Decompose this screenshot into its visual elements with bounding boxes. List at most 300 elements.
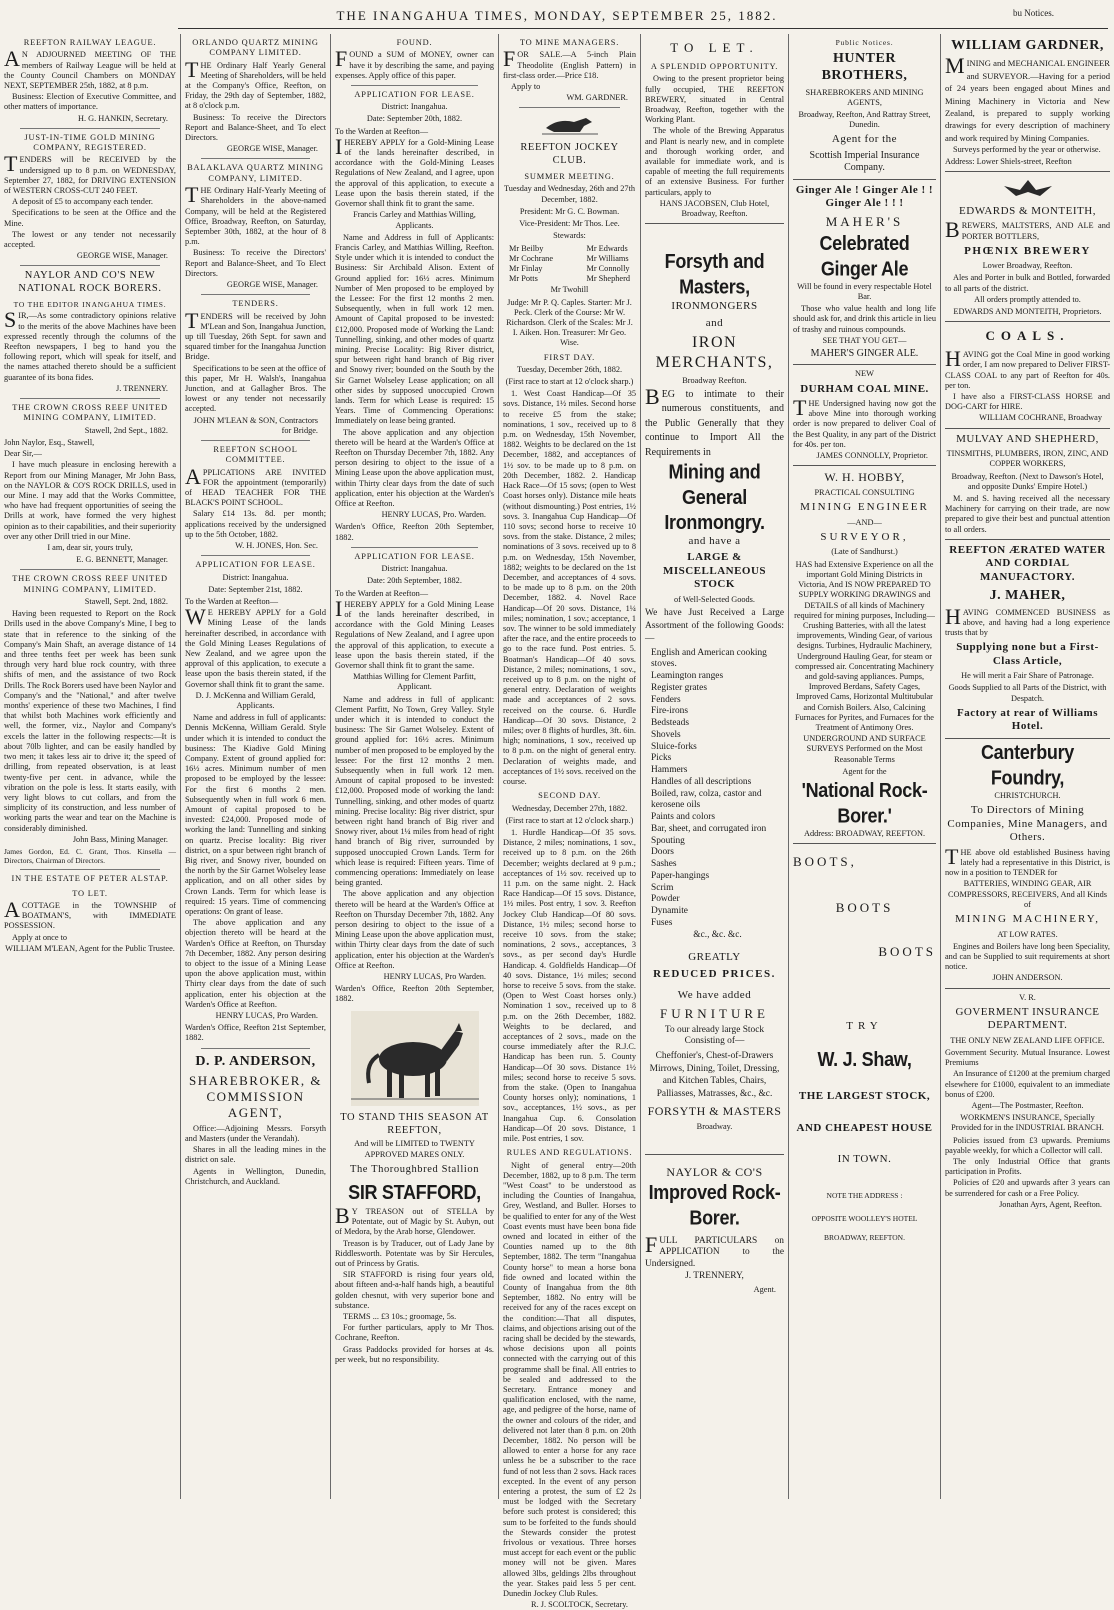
hb-company: Scottish Imperial Insurance Company. [809,149,920,174]
boots-3: BOOTS [878,944,936,960]
lease2-date: Date: 20th September, 1882. [367,576,462,586]
fm-greatly: GREATLY [688,951,741,964]
em-body: BREWERS, MALTSTERS, AND ALE and PORTER BOTTLERS, [945,217,1110,243]
divider [20,265,160,266]
coal-new: NEW [855,369,874,379]
fm-stock: To our already large Stock Consisting of— [664,1024,765,1047]
anderson-office: Office:—Adjoining Messrs. Forsyth and Masters (under the Verandah). [185,1123,326,1144]
lease2-office: Warden's Office, Reefton 20th September, 1882. [335,984,494,1004]
fm-signature: FORSYTH & MASTERS [647,1103,782,1118]
goods-item: Paints and colors [651,812,716,823]
steward-bottom: Mr Twohill [550,285,589,295]
cf-to: To Directors of Mining Companies, Mine Managers, and Others. [947,804,1108,844]
cf-sub: CHRISTCHURCH. [994,791,1061,801]
goods-item: Fire-irons [651,706,688,717]
coal-body: THE Undersigned having now got the above Mine into thorough working order is now prepared to deliver Coal of the Best Quality, in any part of the District for 40s. per ton. [793,395,936,449]
fm-iron: IRONMONGERS [671,300,758,313]
cf-body: THE above old established Business having lately had a representative in this District, is now in a position to TENDER for [945,843,1110,878]
fm-and: and [705,316,724,329]
jit-deposit: A deposit of £5 to accompany each tender. [12,197,154,207]
league-body: AN ADJOURNED MEETING OF THE members of Railway League will be held at the County Council Chambers on MONDAY NEXT, SEPTEMBER 25th, 1882, at 8 p.m. [4,46,176,90]
em-ales: Ales and Porter in bulk and Bottled, forwarded to all parts of the district. [945,273,1110,293]
try: TRY [846,1020,883,1033]
club-officials: Judge: Mr P. Q. Caples. Starter: Mr J. Peck. Clerk of the Course: Mr W. Richardson. Clerk of the Scales: Mr J. I. Aiken. Hon. Treasurer: Mr Geo. Wise. [506,297,633,348]
celebrated-ginger-ale: Celebrated Ginger Ale [819,231,910,280]
divider [945,539,1110,540]
ms-body: M. and S. having received all the necessary Machinery for carrying on their trade, are now prepared to give their best and punctual attention to all orders. [945,493,1110,534]
hobby-and: —AND— [847,517,882,527]
jit-body: TENDERS will be RECEIVED by the undersigned up to 8 p.m. on WEDNESDAY, September 27, 1882, for DRIVING EXTENSION of WESTERN CROSS-CUT 240 FEET. [4,151,176,196]
cf-heading: Canterbury Foundry, [980,740,1075,790]
managers-signature: WM. GARDNER. [566,93,628,103]
crown2-heading: THE CROWN CROSS REEF UNITED MINING COMPANY, LIMITED. [12,574,168,594]
orlando-body: THE Ordinary Half Yearly General Meeting of Shareholders, will be held at the Company's Office, Reefton, on Friday, the 29th day of September, 1882, at 8 o'clock p.m. [185,56,326,111]
divider [201,294,310,295]
hobby-surveyor: SURVEYOR, [820,530,909,543]
tenders-heading: TENDERS. [232,299,279,309]
lease2-district: District: Inangahua. [381,564,448,574]
fm-furniture: FURNITURE [660,1005,769,1021]
day2-date: Wednesday, December 27th, 1882. [511,803,628,813]
gov-security: Government Security. Mutual Insurance. Lowest Premiums [945,1048,1110,1068]
maher-body: HAVING COMMENCED BUSINESS as above, and having had a long experience trusts that by [945,603,1110,637]
fm-signature-2: Broadway. [696,1121,733,1131]
divider [645,1154,784,1155]
crown1-to: John Naylor, Esq., Stawell, [4,437,95,447]
fm-have: and have a [688,534,741,547]
hobby-late: (Late of Sandhurst.) [831,547,898,557]
lease1-body: IHEREBY APPLY for a Gold-Mining Lease of the lands hereinafter described, in accordance with the Gold-Mining Leases Regulations of New Zealand, and I agree, upon the approval of this application, to execute a Lease upon the basis therein stated, if the Governor shall think fit to grant the same. [335,133,494,209]
divider [793,465,936,466]
club-stewards-heading: Stewards: [553,231,586,241]
let-sub: A SPLENDID OPPORTUNITY. [650,61,779,71]
goods-item: Hammers [651,765,688,776]
lease-heading: APPLICATION FOR LEASE. [195,560,316,570]
maher-merit: He will merit a Fair Share of Patronage. [961,671,1094,681]
boots-2: BOOTS [835,900,894,916]
crown2-directors: James Gordon, Ed. C. Grant, Thos. Kinsella — Directors, Chairman of Directors. [4,846,176,866]
league-heading: REEFTON RAILWAY LEAGUE. [23,38,157,47]
day2-races: 1. Hurdle Handicap—Of 35 sovs. Distance, 2 miles; nominations, 1 sov., received up to 8 p.m. on the 26th December; weights declared at 9 p.m.; acceptances of 1½ sov. received up to 11 p.m. on the same night. 2. Hack Race Handicap—Of 15 sovs. Distance, 1½ miles. Post entry, 1 sov. 3. Reefton Jockey Club Handicap—Of 80 sovs. Distance, 1½ miles; second horse to receive 10 sovs. from the stake; nominations, 2 sovs., acceptances, 3 sovs., as per second day's Hurdle Handicap. 4. Goldfields Handicap—Of 40 sovs. Distance, 1½ miles; second horse to receive 5 sovs. from the stake. (Open to West Coast horses only.) Nomination 1 sov., received up to 8 p.m. on the 26th December, 1882. Weights to be declared, and acceptances of 2 sovs., made on the course immediately after the R.J.C. Handicap has been run. 5. County Handicap—Of 30 sovs. Distance 1½ miles; second horse to receive 5 sovs. from the stake. (Open to Inangahua County horses only); nominations, 1 sov., acceptances, 1½ sovs., as per Inangahua Cup. 6. Consolation Handicap—Of 20 sovs. Distance, 1 mile. Post entries, 1 sov. [503,827,636,1144]
lease2-details: Name and address in full of applicant: Clement Parfitt, No Town, Grey Valley. Style under which it is intended to conduct the business: The Sir Garnet Wolseley. Extent of ground applied for: 16½ acres. Minimum number of men proposed to be employed by the lessee: For the first 12 months 2 men. Subsequently when in full work 12 men. Amount of capital proposed to be invested: £12,000. Proposed mode of working the land: Tunnelling, sinking, and other modes of quartz mining. Precise locality: Big river district, spur between right hand branch of Big river and Snowy river, about 1¼ miles from head of right hand branch of Big river, surrounded by supposed unoccupied Crown Lands. Term for which lease is required: Fifteen years. Time of commencing operations: Immediately on lease being granted. [335,694,494,888]
school-salary: Salary £14 13s. 8d. per month; applications received by the undersigned up to the 5th October, 1882. [185,509,326,539]
lease-details: Name and address in full of applicants: Dennis McKenna, William Gerald. Style under which it is intended to conduct the business: The Kiadive Gold Mining Company. Extent of ground applied for: 16½ acres. Minimum number of men proposed to be employed by the lessee: For the first 6 months 2 men. Subsequently when in full work 6 men. Amount of capital proposed to be invested: £24,000. Proposed mode of working the land: Tunnelling and sinking on quartz. Precise locality: Big river district, on a spur between right branch of Big river, and Snowy river, bounded on the north by the Sir Garnet Wolseley lease application, and on all other sides by Crown Lands. Term for which lease is required: 15 years. Time of commencing operations: On grant of lease. [185,713,326,917]
gov-agent: Agent—The Postmaster, Reefton. [971,1101,1084,1111]
club-sub: SUMMER MEETING. [524,172,615,182]
school-heading: REEFTON SCHOOL COMMITTEE. [213,444,298,465]
naylor-heading: NAYLOR AND CO'S NEW NATIONAL ROCK BORERS. [18,270,162,295]
stallion-heading: The Thoroughbred Stallion [349,1163,480,1175]
lease-date: Date: September 21st, 1882. [208,584,303,594]
stallion-name: SIR STAFFORD, [348,1180,481,1204]
goods-item: Spouting [651,835,685,846]
stallion-grass: Grass Paddocks provided for horses at 4s. per week, but no responsibility. [335,1344,494,1364]
balaklava-business: Business: To receive the Directors' Report and Balance-Sheet, and To Elect Directors. [185,248,326,278]
school-signature: W. H. JONES, Hon. Sec. [235,541,318,551]
divider [201,158,310,159]
day1-heading: FIRST DAY. [543,352,596,362]
cheapest-house: AND CHEAPEST HOUSE [796,1121,933,1134]
divider [645,223,784,224]
ginger-line: Ginger Ale ! Ginger Ale ! ! Ginger Ale ! ! ! [795,183,934,210]
hb-sub: SHAREBROKERS AND MINING AGENTS, [805,87,924,107]
lease-applicants: D. J. McKenna and William Gerald, Applicants. [195,690,316,710]
goods-item: English and American cooking stoves. [651,647,767,670]
lease1-signature: HENRY LUCAS, Pro. Warden. [381,510,486,520]
lease1-to: To the Warden at Reefton— [335,126,429,136]
stallion-apply: For further particulars, apply to Mr Thos. Cochrane, Reefton. [335,1323,494,1343]
divider [20,869,160,870]
goods-item: Scrim [651,882,674,893]
stallion-desc: SIR STAFFORD is rising four years old, about fifteen and-a-half hands high, a beautiful golden chesnut, with very superior bone and substance. [335,1270,494,1310]
lease2-applicants: Matthias Willing for Clement Parfitt, Applicant. [353,672,476,692]
hobby-agent: Agent for the [842,766,887,776]
gov-heading: GOVERMENT INSURANCE DEPARTMENT. [955,1005,1100,1032]
goods-item: Handles of all descriptions [651,776,752,787]
fm-goods: of Well-Selected Goods. [674,594,755,604]
masthead-title: THE INANGAHUA TIMES, MONDAY, SEPTEMBER 25, 1882. [336,8,778,23]
fm-broadway: Broadway Reefton. [682,375,747,385]
gov-profits: The only Industrial Office that grants participation in Profits. [945,1157,1110,1177]
steward: Mr Potts [509,274,538,284]
lease1-office: Warden's Office, Reefton 20th September, 1882. [335,522,494,542]
lease1-applicants: Francis Carley and Matthias Willing, Applicants. [353,210,476,230]
divider [20,569,160,570]
orlando-business: Business: To receive the Directors Report and Balance-Sheet, and To elect Directors. [185,112,326,143]
lease2-notice: The above application and any objection thereto will be heard at the Warden's Office at Reefton on Thursday December 7th, 1882. Any person desiring to object to the issue of a Mining Lease upon the above application must, within Thirty clear days from the date of such application, enter his objection at the Warden's Office at Reefton. [335,889,494,970]
bottom-address: BROADWAY, REEFTON. [824,1232,905,1242]
divider [793,364,936,365]
column-7 [940,34,1114,1499]
column-5 [640,34,788,1499]
racehorse-icon [540,112,600,138]
hb-address: Broadway, Reefton, And Rattray Street, Dunedin. [798,110,931,130]
coals-body: HAVING got the Coal Mine in good working order, I am now prepared to Deliver FIRST-CLASS COAL to any part of Reefton for 40s. per ton. [945,346,1110,390]
lease1-district: District: Inangahua. [381,102,448,112]
naylor2-heading: NAYLOR & CO'S [666,1164,763,1179]
gov-workmens: WORKMEN'S INSURANCE, Specially Provided for in the INDUSTRIAL BRANCH. [951,1113,1104,1133]
let-body: Owing to the present proprietor being fully occupied, THE REEFTON BREWERY, situated in Central Broadway, Reefton, together with the Working Plant. [645,74,784,125]
column-4 [498,34,640,1610]
ginger-get: MAHER'S GINGER ALE. [810,348,919,360]
steward: Mr Connolly [586,263,630,273]
fm-reduced: REDUCED PRICES. [653,967,776,980]
let-heading: TO LET. [670,40,759,55]
divider [351,547,478,548]
goods-item: Fenders [651,694,681,705]
estate-body: ACOTTAGE in the TOWNSHIP of BOATMAN'S, with IMMEDIATE POSSESSION. [4,897,176,931]
masthead-rule [178,28,1108,29]
found-heading: FOUND. [396,38,433,47]
anderson-shares: Shares in all the leading mines in the district on sale. [185,1145,326,1165]
day1-date: Tuesday, December 26th, 1882. [516,364,623,374]
jit-signature: GEORGE WISE, Manager. [76,251,168,261]
fm-furniture-list: Cheffonier's, Chest-of-Drawers Mirrows, Dining, Toilet, Dressing, and Kitchen Tables, Chairs, Palliasses, Matrasses, &c., &c. [649,1051,780,1100]
crown1-body: I have much pleasure in enclosing herewith a Report from our Mining Manager, Mr John Bass, on the NAYLOR & CO'S ROCK DRILLS, used in our Mine. I may add that the Works Committee, who have had frequent opportunities of seeing the Drills at work, have formed the very highest opinion as to their capabilities, and their superiority over any other Drill tried in our Mine. [4,460,176,541]
goods-item: Bar, sheet, and corrugated iron [651,823,767,834]
goods-item: Doors [651,847,674,858]
cf-batteries: BATTERIES, WINDING GEAR, AIR COMPRESSORS, RECEIVERS, And all Kinds of [947,879,1108,909]
maher-supply: Supplying none but a First-Class Article, [956,641,1099,667]
maher-heading: J. MAHER, [989,588,1066,604]
masthead [0,8,1114,24]
cf-engines: Engines and Boilers have long been Speciality, and can be Supplied to suit requirements at short notice. [945,941,1110,972]
day1-start: (First race to start at 12 o'clock sharp.) [505,377,634,387]
gov-body: An Insurance of £1200 at the premium charged elsewhere for £1000, equivalent to an immediate bonus of £200. [945,1069,1110,1099]
rules-signature: R. J. SCOLTOCK, Secretary. [531,1600,628,1610]
school-body: APPLICATIONS ARE INVITED FOR the appointment (temporarily) of HEAD TEACHER FOR THE BLACK'S POINT SCHOOL. [185,463,326,508]
lease2-heading: APPLICATION FOR LEASE. [354,551,475,561]
stewards-right [586,244,630,285]
goods-item: Sluice-forks [651,741,697,752]
club-title: REEFTON JOCKEY CLUB. [520,142,619,167]
gov-only: THE ONLY NEW ZEALAND LIFE OFFICE. [950,1035,1105,1045]
naylor2-sub: Improved Rock-Borer. [648,1181,781,1230]
estate-let: TO LET. [72,888,108,898]
let-body2: The whole of the Brewing Apparatus and Plant is nearly new, and in complete and thorough working order, and available for immediate work, and is capable of meeting the full requirements of an extensive Business. For further particulars, apply to [645,126,784,197]
gov-policies: Policies issued from £3 upwards. Premiums payable weekly, for which a Collector will call. [945,1135,1110,1155]
rules-body: Night of general entry—20th December, 1882, up to 8 p.m. The term "West Coast" to be understood as including the Counties of Inangahua, Grey, Westland, and Buller. Horses to be qualified to enter for any of the West Coast events must have been bona fide owned and located in either of the Counties named up to the 8th September, 1882. The term "Inangahua County horse" to mean a horse bona fide owned and located within the County of Inangahua from the 8th September, 1882. No entry will be received for any of the races except on the condition:—That all disputes, claims, and objections arising out of the racing shall be decided by the stewards, whose decisions upon all points connected with the carrying out of this programme shall be final. All entries to be sealed and addressed to the Secretary. Entrance money and qualification enclosed, with the name, age, and pedigree of the horse, name of the owner and colours of the rider, and delivered not later than 8 p.m. on 20th December, 1882. No person will be allowed to enter a horse for any race unless he be a subscriber to the race fund of not less than 2 sovs. Hack races excepted. In the event of any person entering a protest, the sum of £2 2s must be lodged with the Secretary before such protest is considered; this sum to be forfeited to the funds should the Stewards consider the protest frivolous or vexatious. Three horses must accept for each event or the public money will not be given. Mares allowed 3lbs, geldings 2lbs throughout the year. Stakes paid less 5 per cent. Dunedin Jockey Club Rules. [503,1160,636,1599]
anderson-sub: SHAREBROKER, & COMMISSION AGENT, [189,1072,322,1120]
stewards-left [509,244,553,285]
ginger-found: Will be found in every respectable Hotel Bar. [797,281,932,302]
naylor-body: SIR,—As some contradictory opinions relative to the merits of the above Machines have been expressed recently through the columns of the Reefton newspapers, I beg to hand you the following report, which will speak for itself, and the names attached thereto should be a sufficient guarantee of its bona fides. [4,307,176,382]
largest-stock: THE LARGEST STOCK, [798,1090,931,1102]
steward: Mr Edwards [586,243,628,253]
divider [945,321,1110,322]
goods-item: Sashes [651,859,677,870]
naylor2-agent: Agent. [753,1284,776,1294]
coals-heading: COALS. [985,328,1070,344]
lease-body: WE HEREBY APPLY for a Gold Mining Lease of the lands hereinafter described, in accordance with the Gold Mining Leases Regulations of New Zealand, and we agree upon the approval of this application, to execute a lease upon the basis therein stated, if the Governor shall think fit to grant the same. [185,604,326,689]
crown1-signature: E. G. BENNETT, Manager. [76,555,168,565]
hobby-rock-borer: 'National Rock-Borer.' [801,778,928,828]
stallion-body: BY TREASON out of STELLA by Potentate, out of Magic by St. Aubyn, out of Medora, by the Arab horse, Glendower. [335,1202,494,1237]
goods-item: Leamington ranges [651,671,724,682]
jit-spec: Specifications to be seen at the Office and the Mine. [4,208,176,228]
note-address: NOTE THE ADDRESS : [826,1190,903,1200]
lease2-signature: HENRY LUCAS, Pro Warden. [383,972,486,982]
divider [201,440,310,441]
lease1-notice: The above application and any objection thereto will be heard at the Warden's Office at Reefton on Thursday December 7th, 1882. Any person desiring to object to the issue of a Mining Lease upon the above application must, within Thirty clear days from the date of such application, enter his objection at the Warden's Office at Reefton. [335,427,494,508]
fm-added: We have added [677,989,752,1002]
naylor2-signature: J. TRENNERY, [685,1271,744,1282]
crown1-dear: Dear Sir,— [4,449,42,459]
club-dates: Tuesday and Wednesday, 26th and 27th December, 1882. [503,184,636,204]
steward: Mr Shepherd [586,274,630,284]
fm-merchants: IRON MERCHANTS, [655,334,774,372]
em-orders: All orders promptly attended to. [974,294,1081,304]
managers-heading: TO MINE MANAGERS. [519,38,620,47]
goods-item: Paper-hangings [651,870,710,881]
divider [945,988,1110,989]
stallion-pedigree: Treason is by Traducer, out of Lady Jane by Riddlesworth. Potentate was by Sir Hercules, out of Princess by Gratis. [335,1238,494,1268]
league-business: Business: Election of Executive Committee, and other matters of importance. [4,92,176,112]
orlando-heading: ORLANDO QUARTZ MINING COMPANY LIMITED. [192,38,319,58]
jit-heading: JUST-IN-TIME GOLD MINING COMPANY, REGISTERED. [24,132,156,153]
goods-item: Picks [651,753,672,764]
managers-body: FOR SALE.—A 5-inch Plain Theodolite (English Pattern) in first-class order.—Price £18. [503,46,636,80]
aerated-heading: REEFTON ÆRATED WATER AND CORDIAL MANUFACTORY. [949,543,1106,583]
ms-address: Broadway, Reefton. (Next to Dawson's Hotel, and opposite Dunks' Empire Hotel.) [951,471,1104,491]
estate-signature: WILLIAM M'LEAN, Agent for the Public Trustee. [5,943,175,953]
in-town: IN TOWN. [837,1153,892,1166]
gardner-address: Address: Lower Shiels-street, Reefton [945,156,1072,166]
hobby-sub: PRACTICAL CONSULTING [814,488,915,498]
gardner-heading: WILLIAM GARDNER, [951,38,1104,53]
balaklava-signature: GEORGE WISE, Manager. [226,279,318,289]
goods-item: Shovels [651,729,681,740]
shaw-name: W. J. Shaw, [817,1047,912,1071]
crown2-date: Stawell, Sept. 2nd, 1882. [84,597,168,607]
stallion-stand: TO STAND THIS SEASON AT REEFTON, [340,1111,489,1136]
lease-office: Warden's Office, Reefton 21st September, 1882. [185,1023,326,1043]
lease-notice: The above application and any objection thereto will be heard at the Warden's Office at Reefton, on Thursday 7th December, 1882. Any person desiring to object to the issue of a Mining Lease upon the above application must, within Thirty clear days from the date of such application, enter his objection at the Warden's Office at Reefton. [185,918,326,1009]
boots-1: BOOTS, [793,854,857,870]
day1-races: 1. West Coast Handicap—Of 35 sovs. Distance, 1½ miles. Second horse to receive £5 from the stake; nominations, 1 sov., received up to 8 p.m. on Wednesday, 15th November, 1882. Weights to be declared on the 1st December, 1882, and acceptances of 1½ sov. to be made up to 8 p.m. on 20th December, 1882. 2. Handicap Hack Race—Of 15 sovs; (open to West Coast horses only). Distance mile heats (without dismounting.) Post entries, 1½ sovs. 3. Inangahua Cup Handicap—Of 110 sovs; second horse to receive 10 sovs. from the stake. Distance, 2 miles; nominations of 3 sovs. received up to 8 p.m. on Wednesday, 15th November, 1882; weights to be declared on the 1st December, and acceptances of 4 sovs. to be made up to 8 p.m. on the 20th December, 1882. 4. Novel Race Handicap—Of 20 sovs. Distance, 1¼ miles; nomination, 1 sov.; acceptance, 1 sov. The winner to be sold immediately after the race, and the entire proceeds to go to the race fund. Post entries. 5. Boatman's Handicap—Of 40 sovs. Distance, 2 miles; nominations, 1 sov., received up to 8 p.m. on the night of general entry. Declaration of weights made and acceptances of 2 sovs. received on the course. 6. Hurdle Handicap—Of 30 sovs. Distance, 2 miles; over 8 flights of hurdles, 3ft. 6in. high; nominations, 1 sov., received up to 8 p.m. on the night of general entry. Declaration of weights made, and acceptances of 1½ sovs. received on the course. [503,389,636,786]
naylor-to: TO THE EDITOR INANGAHUA TIMES. [13,300,167,310]
goods-item: Register grates [651,682,707,693]
divider [519,107,620,108]
naylor2-body: FULL PARTICULARS on APPLICATION to the Undersigned. [645,1231,784,1269]
managers-apply: Apply to [511,81,541,91]
divider [201,555,310,556]
goods-item: Dynamite [651,906,688,917]
column-6 [788,34,940,1499]
naylor-signature: J. TRENNERY. [115,383,168,393]
coals-horse: I have also a FIRST-CLASS HORSE and DOG-CART for HIRE. [945,392,1110,412]
balaklava-heading: BALAKLAVA QUARTZ MINING COMPANY, LIMITED. [187,163,324,183]
divider [793,179,936,180]
crown1-close: I am, dear sir, yours truly, [47,542,133,552]
public-notices-label: Public Notices. [835,38,894,47]
crown2-body: Having been requested to Report on the Rock Drills used in the above Company's Mine, I beg to state that in reference to the sinking of the Company's Main Shaft, an average distance of 14 and three tenths feet per week has been sunk through very hard blue rock country, with three shifts of men, and the assistance of two Rock Drills. The Rock Borers used have been Naylor and Company's and the "National," and after twelve months' experience of these two Machines, I find that whilst both Machines work efficiently and well, the former, viz., Naylor and Company's excels the latter in the following respects:—It is about 70lb lighter, and can be easily handled by two men; it takes less air to drive it; the speed of drilling, from repeated observation, is at least twenty-five per cent. in advance, while the vibration on the pole is less. It starts easily, with very light blows to cut collars, and from the simplicity of its construction, and less number of working parts the wear and tear on the Machine is considerably diminished. [4,609,176,833]
fm-received: We have Just Received a Large Assortment of the following Goods:— [645,608,784,645]
lease1-heading: APPLICATION FOR LEASE. [354,89,475,99]
lease-district: District: Inangahua. [222,572,289,582]
steward: Mr Beilby [509,243,544,253]
em-heading: EDWARDS & MONTEITH, [959,204,1096,217]
goods-item: Powder [651,894,680,905]
anderson-heading: D. P. ANDERSON, [195,1053,316,1069]
anderson-agents: Agents in Wellington, Dunedin, Christchurch, and Auckland. [185,1166,326,1186]
balaklava-body: THE Ordinary Half-Yearly Meeting of Shareholders in the above-named Company, will be held at the Registered Office, Broadway, Reefton, on Saturday, September 30th, 1882, at the hour of 8 p.m. [185,182,326,247]
fm-mining: Mining and General Ironmongry. [664,460,765,535]
hobby-address: Address: BROADWAY, REEFTON. [803,829,926,839]
coal-heading: DURHAM COAL MINE. [800,382,929,395]
crown2-signature: John Bass, Mining Manager. [72,834,168,844]
goods-item: &c., &c. &c. [693,929,742,940]
divider [201,1048,310,1049]
phoenix-brewery: PHŒNIX BREWERY [964,244,1091,257]
tenders-signature: JOHN M'LEAN & SON, Contractors for Bridge. [193,415,318,435]
stewards-list [509,244,630,285]
steward: Mr Cochrane [509,253,554,263]
horse-engraving-icon [351,1011,479,1106]
hb-heading: HUNTER BROTHERS, [821,51,908,84]
hobby-heading: W. H. HOBBY, [824,470,905,485]
rules-heading: RULES AND REGULATIONS. [506,1148,633,1158]
cf-low: AT LOW RATES. [997,929,1058,939]
estate-heading: IN THE ESTATE OF PETER ALSTAP. [11,874,169,884]
stallion-terms: TERMS ... £3 10s.; groomage, 5s. [343,1311,457,1321]
maher-name: MAHER'S [825,213,904,229]
columns [0,34,1114,1610]
divider [793,843,936,844]
goods-item: Fuses [651,917,673,928]
hobby-body: HAS had Extensive Experience on all the important Gold Mining Districts in Victoria, And IS NOW PREPARED TO SUPPLY WORKING DRAWINGS and DETAILS of all kinds of Machinery required for mining purposes, Including— Crushing Batteries, with all the latest improvements, Winding Gear, of various designs. Turbines, Hydraulic Machinery, Underground Hauling Gear, for steam or compressed air. Concentrating Machinery and gold-saving appliances. Pumps, Improved Berdans, Safety Cages, Improved Cams, Horizontal Multitubular and Cornish Boilers. Also, Calcining Furnaces for Pyrites, and Furnaces for the Treatment of Antimony Ores. [794,559,935,732]
goods-item: Bedsteads [651,718,690,729]
lease2-body: IHEREBY APPLY for a Gold Mining Lease of the lands hereinafter described, in accordance with the Gold Mining Leases Regulations of New Zealand, and I agree upon the approval of this application, to execute a lease upon the basis therein stated, if the Governor shall think fit to grant the same. [335,595,494,670]
coal-signature: JAMES CONNOLLY, Proprietor. [816,451,928,461]
day2-start: (First race to start at 12 o'clock sharp.) [505,815,634,825]
club-vice: Vice-President: Mr Thos. Lee. [519,219,620,229]
hb-agent: Agent for the [831,133,898,146]
hobby-under: UNDERGROUND AND SURFACE SURVEYS Performed on the Most Reasonable Terms [803,734,926,764]
divider [351,85,478,86]
goods-item: Boiled, raw, colza, castor and kerosene oils [651,788,762,811]
ginger-body: Those who value health and long life should ask for, and drink this article in lieu of trashy and ruinous compounds. [793,304,936,334]
gov-surrender: Policies of £20 and upwards after 3 years can be surrendered for cash or a Free Policy. [945,1178,1110,1198]
masthead-corner: bu Notices. [1013,8,1054,18]
coals-signature: WILLIAM COCHRANE, Broadway [979,413,1102,423]
ginger-see: SEE THAT YOU GET— [822,335,907,345]
column-3 [330,34,498,1499]
crown1-heading: THE CROWN CROSS REEF UNITED MINING COMPANY, LIMITED. [12,403,168,423]
lease2-to: To the Warden at Reefton— [335,588,429,598]
ms-sub: TINSMITHS, PLUMBERS, IRON, ZINC, AND COPPER WORKERS, [946,449,1109,469]
league-signature: H. G. HANKIN, Secretary. [77,113,168,123]
divider [945,428,1110,429]
club-president: President: Mr G. C. Bowman. [519,206,620,216]
divider [20,398,160,399]
crown1-date: Stawell, 2nd Sept., 1882. [84,425,168,435]
cf-signature: JOHN ANDERSON. [992,973,1063,983]
lease1-details: Name and Address in full of Applicants: Francis Carley, and Matthias Willing, Reefton. Style under which it is intended to conduct the Business: Sir Archibald Alison. Extent of Ground applied for: 16½ acres. Minimum Number of Men proposed to be employed by the Lessee: For the first 12 months 2 men. Subsequently, when in full work 12 men. Amount of Capital proposed to be invested: £12,000. Proposed mode of Working the Land: Tunnelling, sinking, and other modes of quartz mining. Precise Locality: Big River district, spur between right hand branch of Big river and Snowy river; bounded on the South by the Sir Garnet Wolseley Lease application; on all other sides by supposed unoccupied Crown lands. Term for which Lease is required: 15 Years. Time of Commencing Operations: Immediately on lease being granted. [335,232,494,426]
steward: Mr Williams [586,253,629,263]
fm-goods-list [651,648,784,942]
fm-name: Forsyth and Masters, [664,249,765,299]
tenders-body: TENDERS will be received by John M'Lean and Son, Inangahua Junction, up till Tuesday, 26th Sept. for sawn and squared timber for the Inangahua Junction Bridge. [185,307,326,362]
lease-to: To the Warden at Reefton— [185,596,279,606]
gov-signature: Jonathan Ayrs, Agent, Reefton. [999,1199,1102,1209]
phoenix-emblem-icon [998,176,1058,202]
lease1-date: Date: September 20th, 1882. [366,114,463,124]
em-signature: EDWARDS AND MONTEITH, Proprietors. [953,307,1102,317]
fm-body: BEG to intimate to their numerous constituents, and the Public Generally that they continue to Import All the Requirements in [645,383,784,458]
found-body: FOUND a SUM of MONEY, owner can have it by describing the same, and paying expenses. Apply office of this paper. [335,46,494,80]
opposite: OPPOSITE WOOLLEY'S HOTEL [811,1213,918,1223]
cf-mining-machinery: MINING MACHINERY, [954,913,1101,926]
vr-mark: V. R. [1019,992,1036,1002]
maher-goods: Goods Supplied to all Parts of the District, with Despatch. [948,683,1107,703]
ms-heading: MULVAY AND SHEPHERD, [956,432,1099,445]
gardner-body: MINING and MECHANICAL ENGINEER and SURVEYOR.—Having for a period of 24 years been engaged about Mines and Mining Machinery in Victoria and New Zealand, is prepared to supply working drawings for every description of machinery and work required by Mining Companies. [945,53,1110,143]
column-2 [180,34,330,1499]
tenders-spec: Specifications to be seen at the office of this paper, Mr H. Walsh's, Inangahua Junction, and at Gallagher Bros. The lowest or any tender not necessarily accepted. [185,363,326,414]
day2-heading: SECOND DAY. [538,791,601,801]
estate-apply: Apply at once to [12,932,68,942]
divider [20,128,160,129]
let-signature: HANS JACOBSEN, Club Hotel, Broadway, Reefton. [659,198,770,218]
stallion-limit: And will be LIMITED to TWENTY APPROVED MARES ONLY. [354,1139,475,1159]
orlando-signature: GEORGE WISE, Manager. [226,144,318,154]
jit-lowest: The lowest or any tender not necessarily accepted. [4,229,176,250]
fm-large: LARGE & MISCELLANEOUS STOCK [662,551,767,591]
steward: Mr Finlay [509,263,543,273]
lease-signature: HENRY LUCAS, Pro Warden. [215,1011,318,1021]
maher-factory: Factory at rear of Williams Hotel. [957,706,1098,733]
